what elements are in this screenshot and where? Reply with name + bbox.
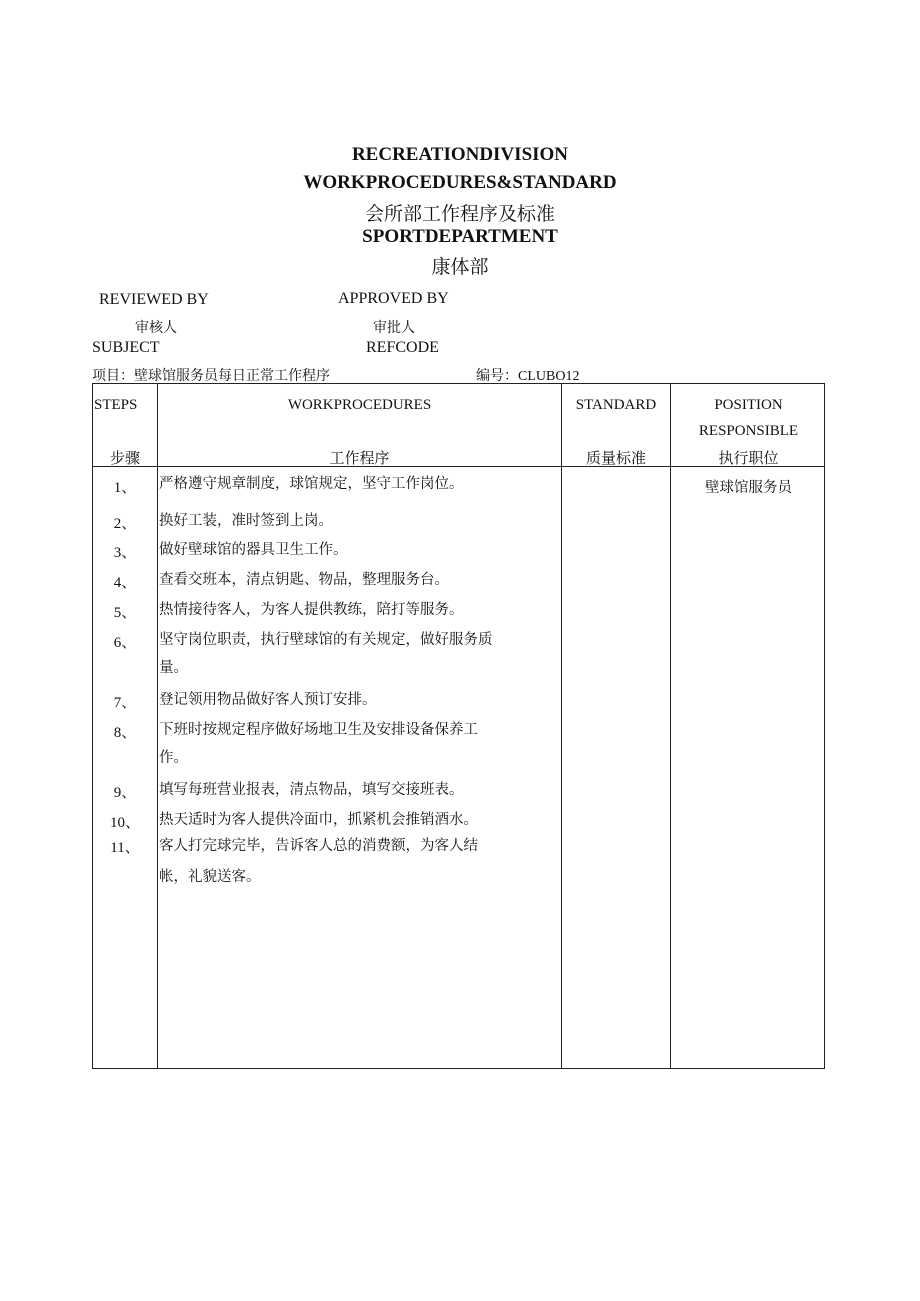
- step-text: 登记领用物品做好客人预订安排。: [159, 692, 377, 708]
- step-text: 坚守岗位职责，执行壁球馆的有关规定，做好服务质量。: [159, 632, 493, 676]
- department-title-cn: 康体部: [431, 257, 489, 278]
- step-text: 查看交班本，清点钥匙、物品，整理服务台。: [159, 572, 449, 588]
- reviewed-by-cn-label: 审核人: [135, 321, 177, 336]
- step-number: 2、: [113, 516, 137, 532]
- approved-by-cn-label: 审批人: [373, 321, 415, 336]
- header-standard-en: STANDARD: [575, 397, 657, 413]
- position-value: 壁球馆服务员: [705, 480, 792, 496]
- header-standard-cn: 质量标准: [585, 451, 646, 467]
- header-steps-cn: 步骤: [109, 451, 140, 467]
- division-title: RECREATIONDIVISION: [351, 144, 569, 165]
- reviewed-by-label: REVIEWED BY: [99, 291, 209, 308]
- step-number: 4、: [113, 575, 137, 591]
- header-position-en-1: POSITION: [714, 397, 783, 413]
- step-text: 换好工装，准时签到上岗。: [159, 513, 333, 529]
- step-text: 客人打完球完毕，告诉客人总的消费额，为客人结帐，礼貌送客。: [159, 838, 478, 885]
- procedures-title: WORKPROCEDURES&STANDARD: [303, 172, 617, 193]
- header-position-cn: 执行职位: [718, 451, 779, 467]
- department-title: SPORTDEPARTMENT: [362, 226, 558, 247]
- step-number: 6、: [113, 635, 137, 651]
- procedures-table: [92, 383, 825, 1069]
- header-position-en-2: RESPONSIBLE: [698, 423, 799, 439]
- header-procedures-cn: 工作程序: [329, 451, 390, 467]
- column-divider: [157, 384, 158, 1068]
- step-text: 填写每班营业报表，清点物品，填写交接班表。: [159, 782, 464, 798]
- step-number: 10、: [109, 815, 140, 831]
- subject-value: 项目：壁球馆服务员每日正常工作程序: [92, 369, 330, 384]
- step-number: 7、: [113, 695, 137, 711]
- step-text: 热情接待客人，为客人提供教练，陪打等服务。: [159, 602, 464, 618]
- step-number: 9、: [113, 785, 137, 801]
- header-steps-en: STEPS: [94, 397, 138, 413]
- column-divider: [561, 384, 562, 1068]
- procedures-title-cn: 会所部工作程序及标准: [364, 204, 555, 225]
- step-number: 11、: [110, 840, 140, 856]
- step-text: 做好壁球馆的器具卫生工作。: [159, 542, 348, 558]
- refcode-value: 编号：CLUBO12: [476, 369, 580, 384]
- step-number: 8、: [113, 725, 137, 741]
- subject-label: SUBJECT: [92, 339, 160, 356]
- header-procedures-en: WORKPROCEDURES: [287, 397, 432, 413]
- step-text: 热天适时为客人提供冷面巾，抓紧机会推销酒水。: [159, 812, 478, 828]
- step-text: 严格遵守规章制度，球馆规定，坚守工作岗位。: [159, 476, 464, 492]
- approved-by-label: APPROVED BY: [338, 290, 449, 307]
- step-text: 下班时按规定程序做好场地卫生及安排设备保养工作。: [159, 722, 478, 766]
- step-number: 3、: [113, 545, 137, 561]
- step-number: 5、: [113, 605, 137, 621]
- step-number: 1、: [113, 480, 137, 496]
- refcode-label: REFCODE: [366, 339, 439, 356]
